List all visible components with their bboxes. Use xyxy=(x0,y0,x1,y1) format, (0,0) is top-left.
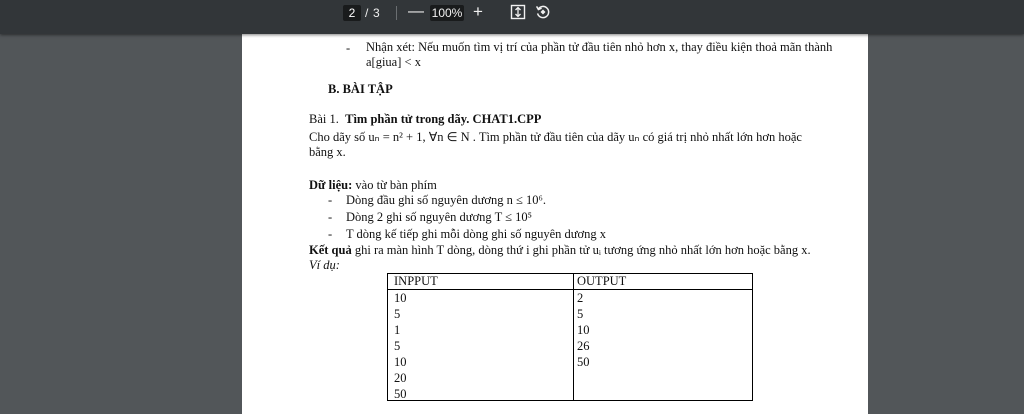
ket-qua-text: ghi ra màn hình T dòng, dòng thứ i ghi phần tử uᵢ tương ứng nhỏ nhất lớn hơn hoặc bằng x. xyxy=(354,243,811,257)
table-column-divider xyxy=(573,274,574,400)
table-input-cell: 20 xyxy=(394,371,407,385)
zoom-out-button[interactable]: — xyxy=(408,3,424,20)
table-header-input: INPPUT xyxy=(394,274,438,288)
exercise-number: Bài 1. xyxy=(309,112,339,126)
page-number-input[interactable]: 2 xyxy=(343,5,361,21)
nhan-xet-line-2: a[giua] < x xyxy=(366,55,421,69)
bullet-dash: - xyxy=(328,227,333,241)
table-output-cell: 10 xyxy=(577,323,590,337)
bullet-dash: - xyxy=(328,193,333,207)
exercise-title: Tìm phần tử trong dãy. CHAT1.CPP xyxy=(345,112,542,126)
zoom-in-button[interactable]: + xyxy=(473,2,483,21)
table-header-output: OUTPUT xyxy=(577,274,627,288)
du-lieu-text: vào từ bàn phím xyxy=(355,178,437,192)
ket-qua-line xyxy=(309,243,811,258)
table-output-cell: 50 xyxy=(577,355,590,369)
table-output-cell: 5 xyxy=(577,307,584,321)
input-item: T dòng kế tiếp ghi mỗi dòng ghi số nguyên dương x xyxy=(346,227,607,241)
ket-qua-label: Kết quả xyxy=(309,243,352,257)
section-b-heading: B. BÀI TẬP xyxy=(328,82,393,96)
exercise-title-line xyxy=(309,112,541,127)
table-input-cell: 5 xyxy=(394,339,401,353)
table-header-divider xyxy=(388,289,752,290)
nhan-xet-line-1: Nhận xét: Nếu muốn tìm vị trí của phần tử đầu tiên nhỏ hơn x, thay điều kiện thoả mãn thành xyxy=(366,40,833,54)
input-item: Dòng đầu ghi số nguyên dương n ≤ 10⁶. xyxy=(346,193,546,207)
page-total: 3 xyxy=(373,6,380,20)
table-input-cell: 5 xyxy=(394,307,401,321)
exercise-description-2: bằng x. xyxy=(309,145,346,159)
exercise-description-1: Cho dãy số uₙ = n² + 1, ∀n ∈ N . Tìm phần tử đầu tiên của dãy uₙ có giá trị nhỏ nhất lớn hơn hoặc xyxy=(309,130,802,144)
bullet-dash: - xyxy=(328,210,333,224)
table-output-cell: 2 xyxy=(577,291,584,305)
input-item: Dòng 2 ghi số nguyên dương T ≤ 10⁵ xyxy=(346,210,532,224)
zoom-level-input[interactable]: 100% xyxy=(431,6,463,20)
example-table xyxy=(387,273,753,401)
bullet-dash: - xyxy=(346,41,351,55)
page-separator: / xyxy=(365,6,369,20)
table-input-cell: 1 xyxy=(394,323,401,337)
vi-du-label: Ví dụ: xyxy=(309,258,340,272)
toolbar-divider xyxy=(396,6,397,20)
table-output-cell: 26 xyxy=(577,339,590,353)
du-lieu-line xyxy=(309,178,437,193)
du-lieu-label: Dữ liệu: xyxy=(309,178,353,192)
pdf-page xyxy=(242,34,868,414)
table-input-cell: 10 xyxy=(394,291,407,305)
table-input-cell: 50 xyxy=(394,387,407,401)
rotate-icon[interactable] xyxy=(535,4,551,20)
pdf-toolbar xyxy=(0,0,1024,34)
fit-to-page-icon[interactable] xyxy=(510,4,526,20)
table-input-cell: 10 xyxy=(394,355,407,369)
